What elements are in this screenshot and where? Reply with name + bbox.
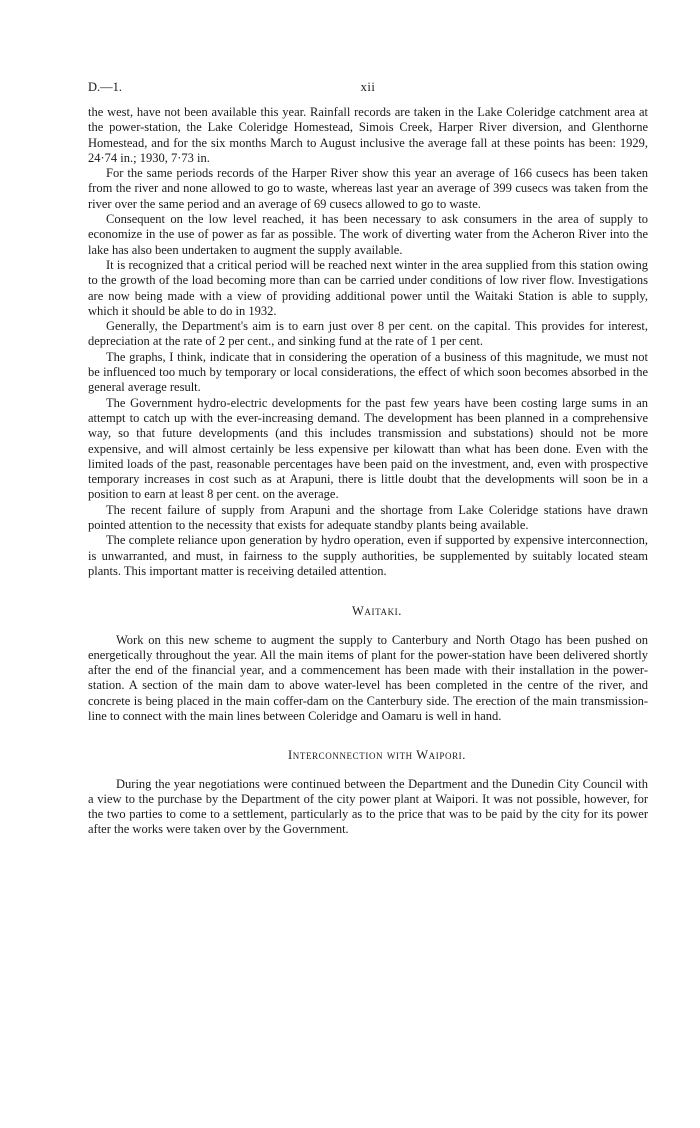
body-text	[88, 105, 648, 838]
paragraph: The Government hydro-electric developments for the past few years have been costing large sums in an attempt to catch up with the ever-increasing demand. The development has been planned in a comprehensive way, so that future developments (and this includes transmission and substations) should not be more expensive, and will almost certainly be less expensive per kilowatt than what has been done. Even with the limited loads of the past, reasonable percentages have been paid on the investment, and, even with prospective temporary increases in cost such as at Arapuni, there is little doubt that the developments will soon be in a position to earn at least 8 per cent. on the average.	[88, 395, 648, 502]
paragraph: It is recognized that a critical period will be reached next winter in the area supplied from this station owing to the growth of the load becoming more than can be carried under conditions of low river flow. Investigations are now being made with a view of providing additional power until the Waitaki Station is able to supply, which it should be able to do in 1932.	[88, 257, 648, 318]
paragraph: Generally, the Department's aim is to earn just over 8 per cent. on the capital. This provides for interest, depreciation at the rate of 2 per cent., and sinking fund at the rate of 1 per cent.	[88, 319, 648, 349]
section-heading-interconnection: Interconnection with Waipori.	[288, 748, 466, 763]
section-heading-waitaki: Waitaki.	[352, 604, 402, 619]
running-head	[88, 80, 648, 96]
paragraph: the west, have not been available this year. Rainfall records are taken in the Lake Coleridge catchment area at the power-station, the Lake Coleridge Homestead, Simois Creek, Harper River diversion, and Glenthorne Homestead, and for the six months March to August inclusive the average fall at these points has been: 1929, 24·74 in.; 1930, 7·73 in.	[88, 105, 648, 165]
paragraph: Work on this new scheme to augment the supply to Canterbury and North Otago has been pushed on energetically throughout the year. All the main items of plant for the power-station have been delivered shortly after the end of the financial year, and a commencement has been made with their installation in the power-station. A section of the main dam to above water-level has been completed in the centre of the river, and concrete is being placed in the main coffer-dam on the Canterbury side. The erection of the main transmission-line to connect with the main lines between Coleridge and Oamaru is well in hand.	[88, 632, 648, 723]
document-reference: D.—1.	[88, 80, 123, 94]
paragraph: The recent failure of supply from Arapuni and the shortage from Lake Coleridge stations have drawn pointed attention to the necessity that exists for adequate standby plants being available.	[88, 502, 648, 533]
page-number: xii	[360, 80, 376, 94]
paragraph: For the same periods records of the Harper River show this year an average of 166 cusecs has been taken from the river and none allowed to go to waste, whereas last year an average of 399 cusecs was taken from the river over the same period and an average of 69 cusecs allowed to go to waste.	[88, 166, 648, 211]
paragraph: During the year negotiations were continued between the Department and the Dunedin City Council with a view to the purchase by the Department of the city power plant at Waipori. It was not possible, however, for the two parties to come to a settlement, particularly as to the price that was to be paid by the city for its power after the works were taken over by the Government.	[88, 776, 648, 837]
paragraph: The graphs, I think, indicate that in considering the operation of a business of this magnitude, we must not be influenced too much by temporary or local considerations, the effect of which soon becomes absorbed in the general average result.	[88, 349, 648, 395]
paragraph: The complete reliance upon generation by hydro operation, even if supported by expensive interconnection, is unwarranted, and must, in fairness to the supply authorities, be supplemented by suitably located steam plants. This important matter is receiving detailed attention.	[88, 533, 648, 578]
paragraph: Consequent on the low level reached, it has been necessary to ask consumers in the area of supply to economize in the use of power as far as possible. The work of diverting water from the Acheron River into the lake has also been undertaken to augment the supply available.	[88, 212, 648, 257]
